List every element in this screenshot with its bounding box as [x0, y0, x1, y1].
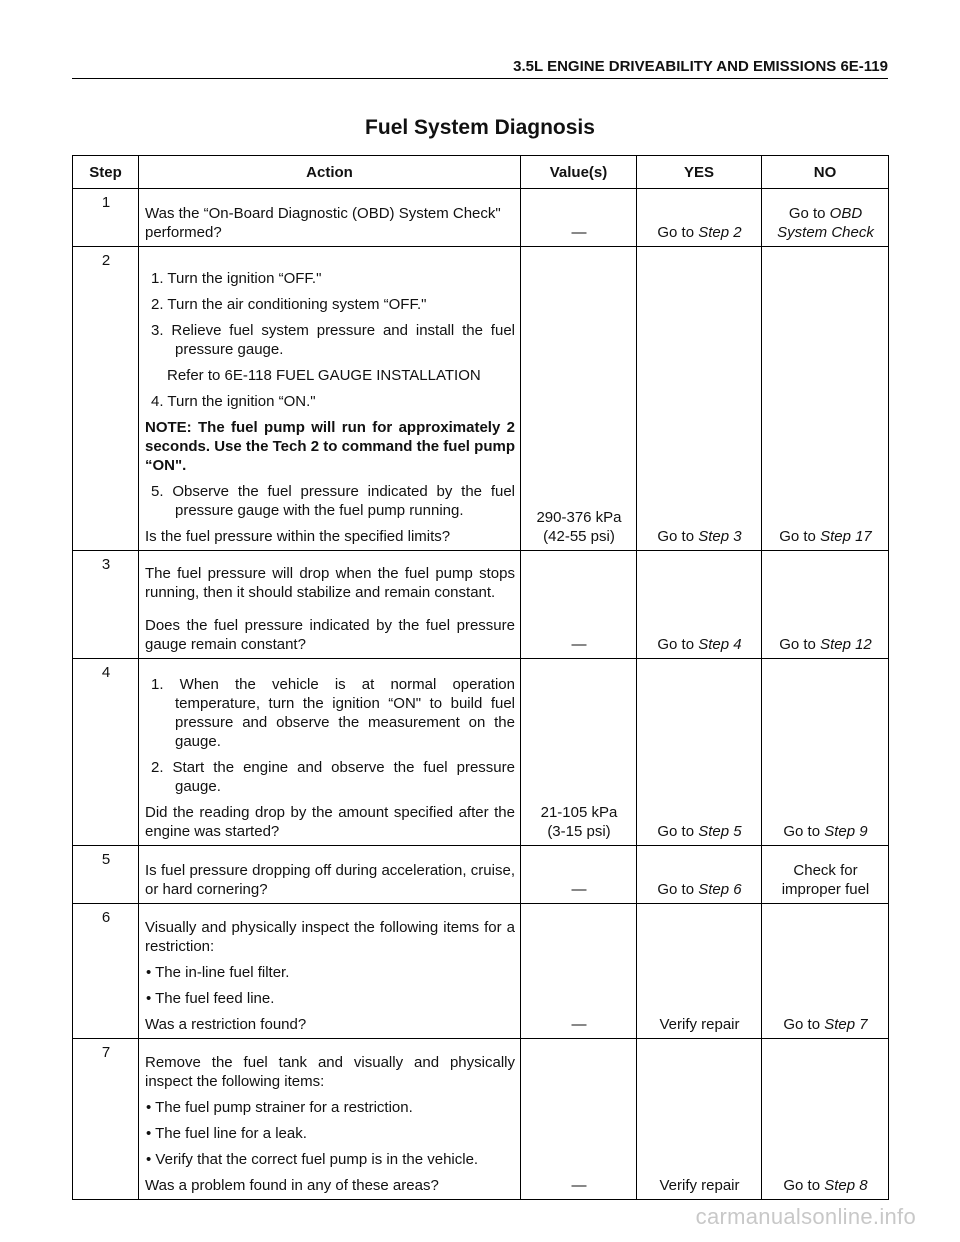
yes-cell: Verify repair [637, 1039, 762, 1200]
yes-cell [637, 551, 762, 659]
yes-prefix: Go to [657, 823, 699, 840]
action-question: Is the fuel pressure within the specified limits? [145, 528, 451, 545]
action-question: Does the fuel pressure indicated by the fuel pressure gauge remain constant? [145, 617, 515, 653]
action-cell [139, 551, 521, 659]
table-row [73, 1039, 889, 1200]
action-text: Visually and physically inspect the following items for a restriction: [145, 919, 515, 955]
yes-cell [637, 189, 762, 247]
value-kpa: 290-376 kPa [536, 509, 622, 526]
action-step: 4. Turn the ignition “ON." [151, 393, 316, 410]
action-cell [139, 189, 521, 247]
action-bullet: • The fuel feed line. [146, 990, 275, 1007]
value-cell: — [521, 551, 637, 659]
no-cell [762, 247, 889, 551]
step-number: 2 [73, 247, 139, 551]
action-question: Was a problem found in any of these areas? [145, 1177, 439, 1194]
action-question: Is fuel pressure dropping off during acceleration, cruise, or hard cornering? [145, 862, 515, 898]
col-header-yes: YES [637, 156, 762, 189]
value-cell: — [521, 1039, 637, 1200]
action-note: NOTE: The fuel pump will run for approximately 2 seconds. Use the Tech 2 to command the fuel pump “ON". [145, 419, 515, 474]
no-prefix: Go to [783, 1016, 825, 1033]
no-text-line: Check for [793, 862, 858, 879]
table-row [73, 846, 889, 904]
action-cell [139, 846, 521, 904]
table-row [73, 189, 889, 247]
yes-cell: Verify repair [637, 904, 762, 1039]
value-kpa: 21-105 kPa [540, 804, 618, 821]
no-step-link[interactable]: OBD System Check [777, 205, 874, 241]
col-header-no: NO [762, 156, 889, 189]
value-cell: — [521, 846, 637, 904]
no-text-line: improper fuel [781, 881, 870, 898]
yes-prefix: Go to [657, 224, 699, 241]
col-header-step: Step [73, 156, 139, 189]
no-prefix: Go to [783, 1177, 825, 1194]
yes-prefix: Go to [657, 528, 699, 545]
yes-step-link[interactable]: Step 5 [698, 823, 742, 840]
col-header-values: Value(s) [521, 156, 637, 189]
yes-step-link[interactable]: Step 2 [698, 224, 742, 241]
action-question: Did the reading drop by the amount specified after the engine was started? [145, 804, 515, 840]
table-row [73, 551, 889, 659]
action-cell [139, 247, 521, 551]
table-row [73, 247, 889, 551]
step-number: 4 [73, 659, 139, 846]
no-prefix: Go to [779, 528, 821, 545]
action-step: 1. Turn the ignition “OFF." [151, 270, 322, 287]
no-step-link[interactable]: Step 17 [820, 528, 872, 545]
no-cell [762, 659, 889, 846]
yes-cell [637, 247, 762, 551]
action-text: Was the “On-Board Diagnostic (OBD) System Check" performed? [145, 205, 501, 241]
step-number: 3 [73, 551, 139, 659]
value-cell: — [521, 189, 637, 247]
step-number: 7 [73, 1039, 139, 1200]
action-step: 2. Start the engine and observe the fuel pressure gauge. [151, 759, 515, 795]
value-cell [521, 659, 637, 846]
yes-step-link[interactable]: Step 6 [698, 881, 742, 898]
table-row [73, 659, 889, 846]
action-bullet: • The in-line fuel filter. [146, 964, 290, 981]
action-step: 5. Observe the fuel pressure indicated by the fuel pressure gauge with the fuel pump running. [151, 483, 515, 519]
yes-step-link[interactable]: Step 3 [698, 528, 742, 545]
action-text: The fuel pressure will drop when the fuel pump stops running, then it should stabilize and remain constant. [145, 565, 515, 601]
yes-prefix: Go to [657, 881, 699, 898]
action-step: 3. Relieve fuel system pressure and install the fuel pressure gauge. [151, 322, 515, 358]
action-step: 2. Turn the air conditioning system “OFF." [151, 296, 427, 313]
value-psi: (42-55 psi) [543, 528, 615, 545]
action-cell [139, 659, 521, 846]
yes-cell [637, 659, 762, 846]
action-text: Remove the fuel tank and visually and physically inspect the following items: [145, 1054, 515, 1090]
no-step-link[interactable]: Step 12 [820, 636, 872, 653]
action-cell [139, 1039, 521, 1200]
diagnosis-table [72, 155, 889, 1200]
step-number: 5 [73, 846, 139, 904]
action-reference: Refer to 6E-118 FUEL GAUGE INSTALLATION [167, 367, 481, 384]
value-psi: (3-15 psi) [547, 823, 611, 840]
no-step-link[interactable]: Step 7 [824, 1016, 868, 1033]
col-header-action: Action [139, 156, 521, 189]
table-row [73, 904, 889, 1039]
no-prefix: Go to [779, 636, 821, 653]
no-cell [762, 904, 889, 1039]
yes-prefix: Go to [657, 636, 699, 653]
no-cell [762, 846, 889, 904]
action-bullet: • The fuel pump strainer for a restriction. [146, 1099, 413, 1116]
table-header-row [73, 156, 889, 189]
no-cell [762, 189, 889, 247]
action-cell [139, 904, 521, 1039]
yes-step-link[interactable]: Step 4 [698, 636, 742, 653]
no-prefix: Go to [783, 823, 825, 840]
no-step-link[interactable]: Step 8 [824, 1177, 868, 1194]
action-step: 1. When the vehicle is at normal operation temperature, turn the ignition “ON" to build fuel pressure and observe the measurement on the gauge. [151, 676, 515, 750]
no-step-link[interactable]: Step 9 [824, 823, 868, 840]
no-cell [762, 551, 889, 659]
running-header: 3.5L ENGINE DRIVEABILITY AND EMISSIONS 6E-119 [513, 58, 888, 75]
page-title: Fuel System Diagnosis [365, 116, 595, 139]
value-cell: — [521, 904, 637, 1039]
action-question: Was a restriction found? [145, 1016, 307, 1033]
no-cell [762, 1039, 889, 1200]
action-bullet: • The fuel line for a leak. [146, 1125, 307, 1142]
no-prefix: Go to [788, 205, 830, 222]
step-number: 6 [73, 904, 139, 1039]
step-number: 1 [73, 189, 139, 247]
value-cell [521, 247, 637, 551]
header-rule [72, 78, 888, 79]
action-bullet: • Verify that the correct fuel pump is in the vehicle. [146, 1151, 479, 1168]
watermark: carmanualsonline.info [695, 1204, 916, 1229]
yes-cell [637, 846, 762, 904]
